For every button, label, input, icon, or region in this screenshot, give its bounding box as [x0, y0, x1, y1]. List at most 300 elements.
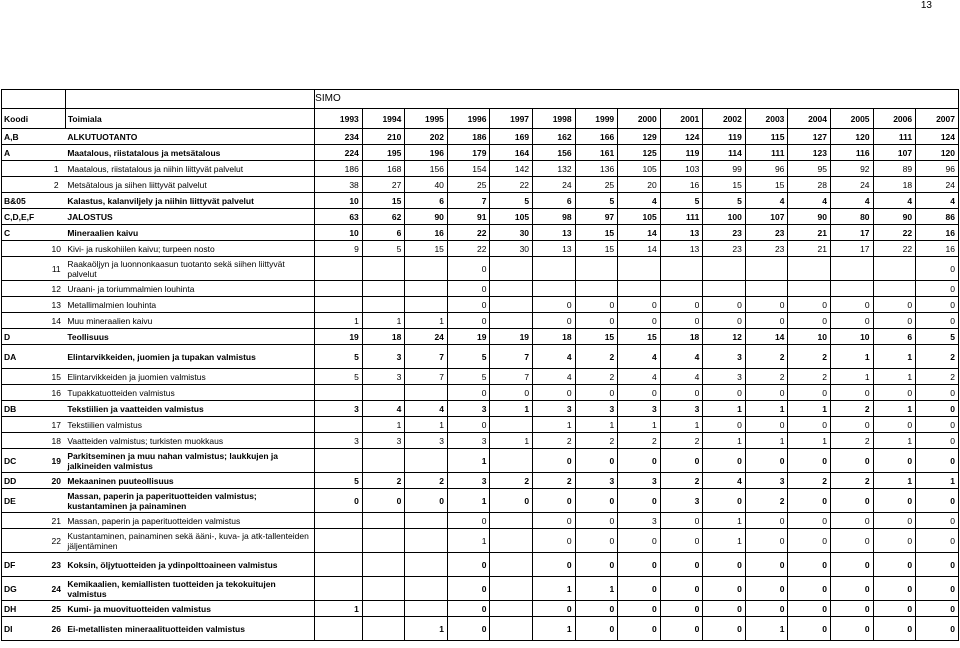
code-cell: DH — [2, 601, 48, 617]
industry-name-cell: Parkitseminen ja muu nahan valmistus; laukkujen ja jalkineiden valmistus — [65, 449, 314, 473]
value-cell: 3 — [533, 401, 576, 417]
value-cell: 123 — [788, 145, 831, 161]
value-cell — [362, 617, 405, 641]
value-cell: 0 — [533, 601, 576, 617]
value-cell — [405, 529, 448, 553]
value-cell — [490, 577, 533, 601]
value-cell: 21 — [788, 241, 831, 257]
value-cell — [575, 257, 618, 281]
value-cell: 5 — [315, 369, 363, 385]
column-header: 1997 — [490, 109, 533, 129]
column-header: 2002 — [703, 109, 746, 129]
sub-code-cell — [47, 225, 65, 241]
value-cell: 91 — [447, 209, 490, 225]
table-row — [2, 329, 959, 345]
value-cell: 0 — [660, 617, 703, 641]
value-cell: 125 — [618, 145, 661, 161]
value-cell: 0 — [788, 529, 831, 553]
value-cell: 19 — [447, 329, 490, 345]
value-cell: 1 — [745, 617, 788, 641]
code-cell: DC — [2, 449, 48, 473]
value-cell: 4 — [830, 193, 873, 209]
industry-name-cell: ALKUTUOTANTO — [65, 129, 314, 145]
value-cell: 1 — [660, 417, 703, 433]
column-header: 2004 — [788, 109, 831, 129]
value-cell: 22 — [873, 225, 916, 241]
value-cell: 0 — [618, 601, 661, 617]
value-cell — [315, 577, 363, 601]
table-row — [2, 161, 959, 177]
industry-name-cell: Teollisuus — [65, 329, 314, 345]
value-cell: 20 — [618, 177, 661, 193]
industry-name-cell: Elintarvikkeiden ja juomien valmistus — [65, 369, 314, 385]
value-cell: 114 — [703, 145, 746, 161]
value-cell: 0 — [575, 553, 618, 577]
value-cell: 0 — [533, 489, 576, 513]
code-cell — [2, 417, 48, 433]
value-cell: 2 — [745, 489, 788, 513]
value-cell: 4 — [405, 401, 448, 417]
value-cell: 0 — [745, 417, 788, 433]
value-cell — [405, 577, 448, 601]
value-cell: 0 — [533, 297, 576, 313]
column-header: 2000 — [618, 109, 661, 129]
value-cell — [745, 281, 788, 297]
value-cell: 0 — [745, 297, 788, 313]
value-cell: 0 — [830, 385, 873, 401]
value-cell: 4 — [660, 345, 703, 369]
value-cell: 86 — [916, 209, 959, 225]
value-cell: 96 — [745, 161, 788, 177]
value-cell: 0 — [660, 553, 703, 577]
value-cell: 132 — [533, 161, 576, 177]
value-cell: 164 — [490, 145, 533, 161]
value-cell: 14 — [618, 241, 661, 257]
sub-code-cell: 21 — [47, 513, 65, 529]
value-cell — [788, 257, 831, 281]
value-cell: 15 — [575, 241, 618, 257]
value-cell: 3 — [618, 473, 661, 489]
sub-code-cell — [47, 145, 65, 161]
sub-code-cell — [47, 401, 65, 417]
code-cell: DG — [2, 577, 48, 601]
value-cell: 0 — [830, 417, 873, 433]
value-cell: 0 — [916, 617, 959, 641]
value-cell: 0 — [660, 297, 703, 313]
value-cell: 0 — [575, 297, 618, 313]
value-cell — [703, 257, 746, 281]
value-cell: 2 — [916, 369, 959, 385]
value-cell: 10 — [830, 329, 873, 345]
value-cell: 0 — [916, 297, 959, 313]
code-cell — [2, 385, 48, 401]
value-cell — [405, 297, 448, 313]
value-cell: 0 — [916, 577, 959, 601]
value-cell: 0 — [447, 553, 490, 577]
value-cell: 196 — [405, 145, 448, 161]
sub-code-cell: 2 — [47, 177, 65, 193]
value-cell: 4 — [703, 473, 746, 489]
value-cell: 24 — [405, 329, 448, 345]
value-cell: 0 — [873, 489, 916, 513]
value-cell: 92 — [830, 161, 873, 177]
value-cell: 2 — [745, 345, 788, 369]
value-cell: 107 — [873, 145, 916, 161]
value-cell: 115 — [745, 129, 788, 145]
value-cell: 0 — [745, 577, 788, 601]
column-header: 2007 — [916, 109, 959, 129]
value-cell: 1 — [533, 577, 576, 601]
value-cell: 124 — [916, 129, 959, 145]
value-cell: 0 — [873, 513, 916, 529]
value-cell: 7 — [405, 369, 448, 385]
value-cell: 80 — [830, 209, 873, 225]
sub-code-cell: 18 — [47, 433, 65, 449]
value-cell: 0 — [916, 449, 959, 473]
industry-name-cell: Kivi- ja ruskohiilen kaivu; turpeen nosto — [65, 241, 314, 257]
industry-name-cell: Maatalous, riistatalous ja metsätalous — [65, 145, 314, 161]
value-cell — [362, 513, 405, 529]
sub-code-cell — [47, 345, 65, 369]
value-cell: 0 — [618, 617, 661, 641]
value-cell: 9 — [315, 241, 363, 257]
value-cell: 111 — [873, 129, 916, 145]
value-cell: 23 — [703, 241, 746, 257]
value-cell: 2 — [660, 433, 703, 449]
value-cell — [490, 257, 533, 281]
value-cell: 1 — [830, 345, 873, 369]
value-cell: 5 — [703, 193, 746, 209]
value-cell: 0 — [788, 385, 831, 401]
industry-name-cell: Metsätalous ja siihen liittyvät palvelut — [65, 177, 314, 193]
statistics-table — [1, 89, 959, 641]
value-cell: 0 — [575, 385, 618, 401]
value-cell: 0 — [788, 553, 831, 577]
value-cell — [362, 601, 405, 617]
value-cell: 0 — [916, 489, 959, 513]
sub-code-cell — [47, 329, 65, 345]
value-cell: 0 — [447, 257, 490, 281]
value-cell: 116 — [830, 145, 873, 161]
value-cell: 0 — [447, 617, 490, 641]
code-cell: A — [2, 145, 48, 161]
value-cell: 4 — [533, 345, 576, 369]
value-cell: 1 — [703, 401, 746, 417]
value-cell: 0 — [873, 385, 916, 401]
value-cell: 18 — [660, 329, 703, 345]
value-cell: 103 — [660, 161, 703, 177]
value-cell: 0 — [873, 601, 916, 617]
value-cell: 99 — [703, 161, 746, 177]
value-cell: 30 — [490, 225, 533, 241]
value-cell: 28 — [788, 177, 831, 193]
value-cell: 124 — [660, 129, 703, 145]
value-cell — [618, 281, 661, 297]
value-cell: 156 — [533, 145, 576, 161]
value-cell: 15 — [575, 225, 618, 241]
value-cell — [362, 281, 405, 297]
value-cell: 0 — [447, 385, 490, 401]
value-cell: 5 — [916, 329, 959, 345]
value-cell — [362, 553, 405, 577]
value-cell: 2 — [830, 401, 873, 417]
value-cell — [490, 513, 533, 529]
value-cell: 100 — [703, 209, 746, 225]
value-cell: 3 — [660, 489, 703, 513]
value-cell: 1 — [703, 433, 746, 449]
value-cell: 0 — [575, 313, 618, 329]
sub-code-cell: 24 — [47, 577, 65, 601]
value-cell: 1 — [315, 601, 363, 617]
value-cell: 0 — [788, 513, 831, 529]
value-cell: 127 — [788, 129, 831, 145]
sub-code-cell: 19 — [47, 449, 65, 473]
table-row — [2, 257, 959, 281]
value-cell: 13 — [660, 225, 703, 241]
value-cell: 40 — [405, 177, 448, 193]
industry-name-cell: JALOSTUS — [65, 209, 314, 225]
industry-name-cell: Uraani- ja toriummalmien louhinta — [65, 281, 314, 297]
value-cell — [405, 513, 448, 529]
value-cell: 0 — [916, 257, 959, 281]
value-cell: 166 — [575, 129, 618, 145]
value-cell: 1 — [405, 617, 448, 641]
value-cell: 4 — [873, 193, 916, 209]
value-cell — [315, 553, 363, 577]
sub-code-cell: 10 — [47, 241, 65, 257]
value-cell: 2 — [490, 473, 533, 489]
value-cell: 21 — [788, 225, 831, 241]
sub-code-cell — [47, 489, 65, 513]
value-cell: 0 — [873, 417, 916, 433]
value-cell: 1 — [315, 313, 363, 329]
value-cell: 202 — [405, 129, 448, 145]
industry-name-cell: Mineraalien kaivu — [65, 225, 314, 241]
value-cell: 1 — [873, 473, 916, 489]
value-cell: 15 — [703, 177, 746, 193]
industry-name-cell: Elintarvikkeiden, juomien ja tupakan valmistus — [65, 345, 314, 369]
industry-name-cell: Massan, paperin ja paperituotteiden valmistus — [65, 513, 314, 529]
sub-code-cell: 12 — [47, 281, 65, 297]
value-cell — [830, 257, 873, 281]
value-cell: 0 — [830, 529, 873, 553]
value-cell: 90 — [788, 209, 831, 225]
column-header: 2003 — [745, 109, 788, 129]
sub-code-cell: 20 — [47, 473, 65, 489]
value-cell: 0 — [703, 449, 746, 473]
table-row — [2, 369, 959, 385]
value-cell: 156 — [405, 161, 448, 177]
value-cell — [362, 449, 405, 473]
code-cell: DF — [2, 553, 48, 577]
industry-name-cell: Tekstiilien ja vaatteiden valmistus — [65, 401, 314, 417]
column-header: 1993 — [315, 109, 363, 129]
value-cell: 0 — [660, 313, 703, 329]
industry-name-cell: Tupakkatuotteiden valmistus — [65, 385, 314, 401]
value-cell: 0 — [873, 577, 916, 601]
value-cell: 4 — [618, 193, 661, 209]
code-cell: DE — [2, 489, 48, 513]
table-row — [2, 209, 959, 225]
value-cell: 0 — [618, 313, 661, 329]
value-cell: 4 — [916, 193, 959, 209]
value-cell: 1 — [447, 449, 490, 473]
value-cell: 10 — [788, 329, 831, 345]
value-cell — [873, 281, 916, 297]
value-cell: 0 — [873, 617, 916, 641]
value-cell: 0 — [788, 449, 831, 473]
value-cell: 0 — [916, 281, 959, 297]
value-cell — [315, 529, 363, 553]
value-cell: 0 — [447, 313, 490, 329]
value-cell: 7 — [490, 369, 533, 385]
value-cell: 23 — [745, 241, 788, 257]
super-header: SIMO — [315, 90, 959, 109]
value-cell — [873, 257, 916, 281]
value-cell: 63 — [315, 209, 363, 225]
value-cell — [362, 257, 405, 281]
value-cell: 1 — [447, 529, 490, 553]
industry-name-cell: Maatalous, riistatalous ja niihin liittyvät palvelut — [65, 161, 314, 177]
value-cell: 210 — [362, 129, 405, 145]
value-cell: 2 — [788, 369, 831, 385]
value-cell: 0 — [788, 297, 831, 313]
value-cell: 0 — [916, 601, 959, 617]
value-cell: 0 — [830, 297, 873, 313]
value-cell — [405, 385, 448, 401]
value-cell: 136 — [575, 161, 618, 177]
value-cell: 15 — [745, 177, 788, 193]
value-cell — [490, 617, 533, 641]
value-cell: 186 — [315, 161, 363, 177]
value-cell: 2 — [788, 473, 831, 489]
value-cell — [490, 313, 533, 329]
value-cell: 16 — [916, 225, 959, 241]
industry-name-cell: Tekstiilien valmistus — [65, 417, 314, 433]
sub-code-cell: 15 — [47, 369, 65, 385]
code-cell: C — [2, 225, 48, 241]
value-cell: 0 — [873, 297, 916, 313]
value-cell: 195 — [362, 145, 405, 161]
value-cell: 0 — [660, 577, 703, 601]
value-cell: 1 — [873, 345, 916, 369]
value-cell: 0 — [533, 513, 576, 529]
value-cell: 7 — [405, 345, 448, 369]
value-cell: 0 — [745, 313, 788, 329]
value-cell: 4 — [618, 369, 661, 385]
value-cell: 25 — [447, 177, 490, 193]
table-row — [2, 313, 959, 329]
table-row — [2, 225, 959, 241]
value-cell: 2 — [405, 473, 448, 489]
value-cell: 16 — [916, 241, 959, 257]
code-cell — [2, 257, 48, 281]
value-cell — [490, 449, 533, 473]
value-cell: 24 — [830, 177, 873, 193]
value-cell: 0 — [447, 513, 490, 529]
code-cell: DD — [2, 473, 48, 489]
value-cell: 15 — [362, 193, 405, 209]
code-cell — [2, 369, 48, 385]
value-cell: 4 — [533, 369, 576, 385]
table-row — [2, 345, 959, 369]
value-cell: 0 — [916, 529, 959, 553]
value-cell: 16 — [660, 177, 703, 193]
value-cell: 0 — [830, 489, 873, 513]
column-header: 1996 — [447, 109, 490, 129]
value-cell: 0 — [575, 601, 618, 617]
value-cell: 162 — [533, 129, 576, 145]
value-cell: 129 — [618, 129, 661, 145]
value-cell: 10 — [315, 225, 363, 241]
code-cell — [2, 297, 48, 313]
industry-name-cell: Muu mineraalien kaivu — [65, 313, 314, 329]
value-cell — [315, 449, 363, 473]
table-row — [2, 577, 959, 601]
value-cell: 5 — [490, 193, 533, 209]
value-cell — [830, 281, 873, 297]
value-cell: 120 — [830, 129, 873, 145]
value-cell: 1 — [405, 313, 448, 329]
value-cell — [315, 257, 363, 281]
value-cell — [490, 553, 533, 577]
value-cell: 2 — [533, 473, 576, 489]
value-cell — [490, 297, 533, 313]
value-cell: 2 — [575, 369, 618, 385]
value-cell: 24 — [533, 177, 576, 193]
industry-name-cell: Massan, paperin ja paperituotteiden valmistus; kustantaminen ja painaminen — [65, 489, 314, 513]
column-header: 2006 — [873, 109, 916, 129]
value-cell: 15 — [618, 329, 661, 345]
value-cell: 0 — [660, 513, 703, 529]
value-cell: 4 — [618, 345, 661, 369]
value-cell: 3 — [745, 473, 788, 489]
value-cell — [490, 529, 533, 553]
value-cell: 0 — [618, 297, 661, 313]
value-cell: 0 — [916, 385, 959, 401]
value-cell: 17 — [830, 225, 873, 241]
value-cell: 0 — [575, 513, 618, 529]
value-cell: 4 — [362, 401, 405, 417]
value-cell: 0 — [575, 529, 618, 553]
value-cell: 1 — [618, 417, 661, 433]
value-cell: 3 — [575, 473, 618, 489]
value-cell: 4 — [660, 369, 703, 385]
industry-name-cell: Kustantaminen, painaminen sekä ääni-, kuva- ja atk-tallenteiden jäljentäminen — [65, 529, 314, 553]
value-cell: 3 — [315, 433, 363, 449]
value-cell: 22 — [447, 241, 490, 257]
value-cell: 1 — [447, 489, 490, 513]
value-cell: 0 — [533, 529, 576, 553]
code-cell — [2, 161, 48, 177]
value-cell: 1 — [873, 401, 916, 417]
value-cell: 0 — [745, 449, 788, 473]
value-cell: 13 — [533, 225, 576, 241]
value-cell: 0 — [533, 449, 576, 473]
value-cell: 3 — [575, 401, 618, 417]
value-cell: 3 — [315, 401, 363, 417]
value-cell: 3 — [447, 473, 490, 489]
value-cell: 0 — [703, 385, 746, 401]
value-cell: 111 — [745, 145, 788, 161]
value-cell: 22 — [447, 225, 490, 241]
value-cell — [405, 601, 448, 617]
value-cell — [315, 417, 363, 433]
industry-name-cell: Mekaaninen puuteollisuus — [65, 473, 314, 489]
industry-name-cell: Vaatteiden valmistus; turkisten muokkaus — [65, 433, 314, 449]
value-cell: 98 — [533, 209, 576, 225]
value-cell: 0 — [703, 617, 746, 641]
